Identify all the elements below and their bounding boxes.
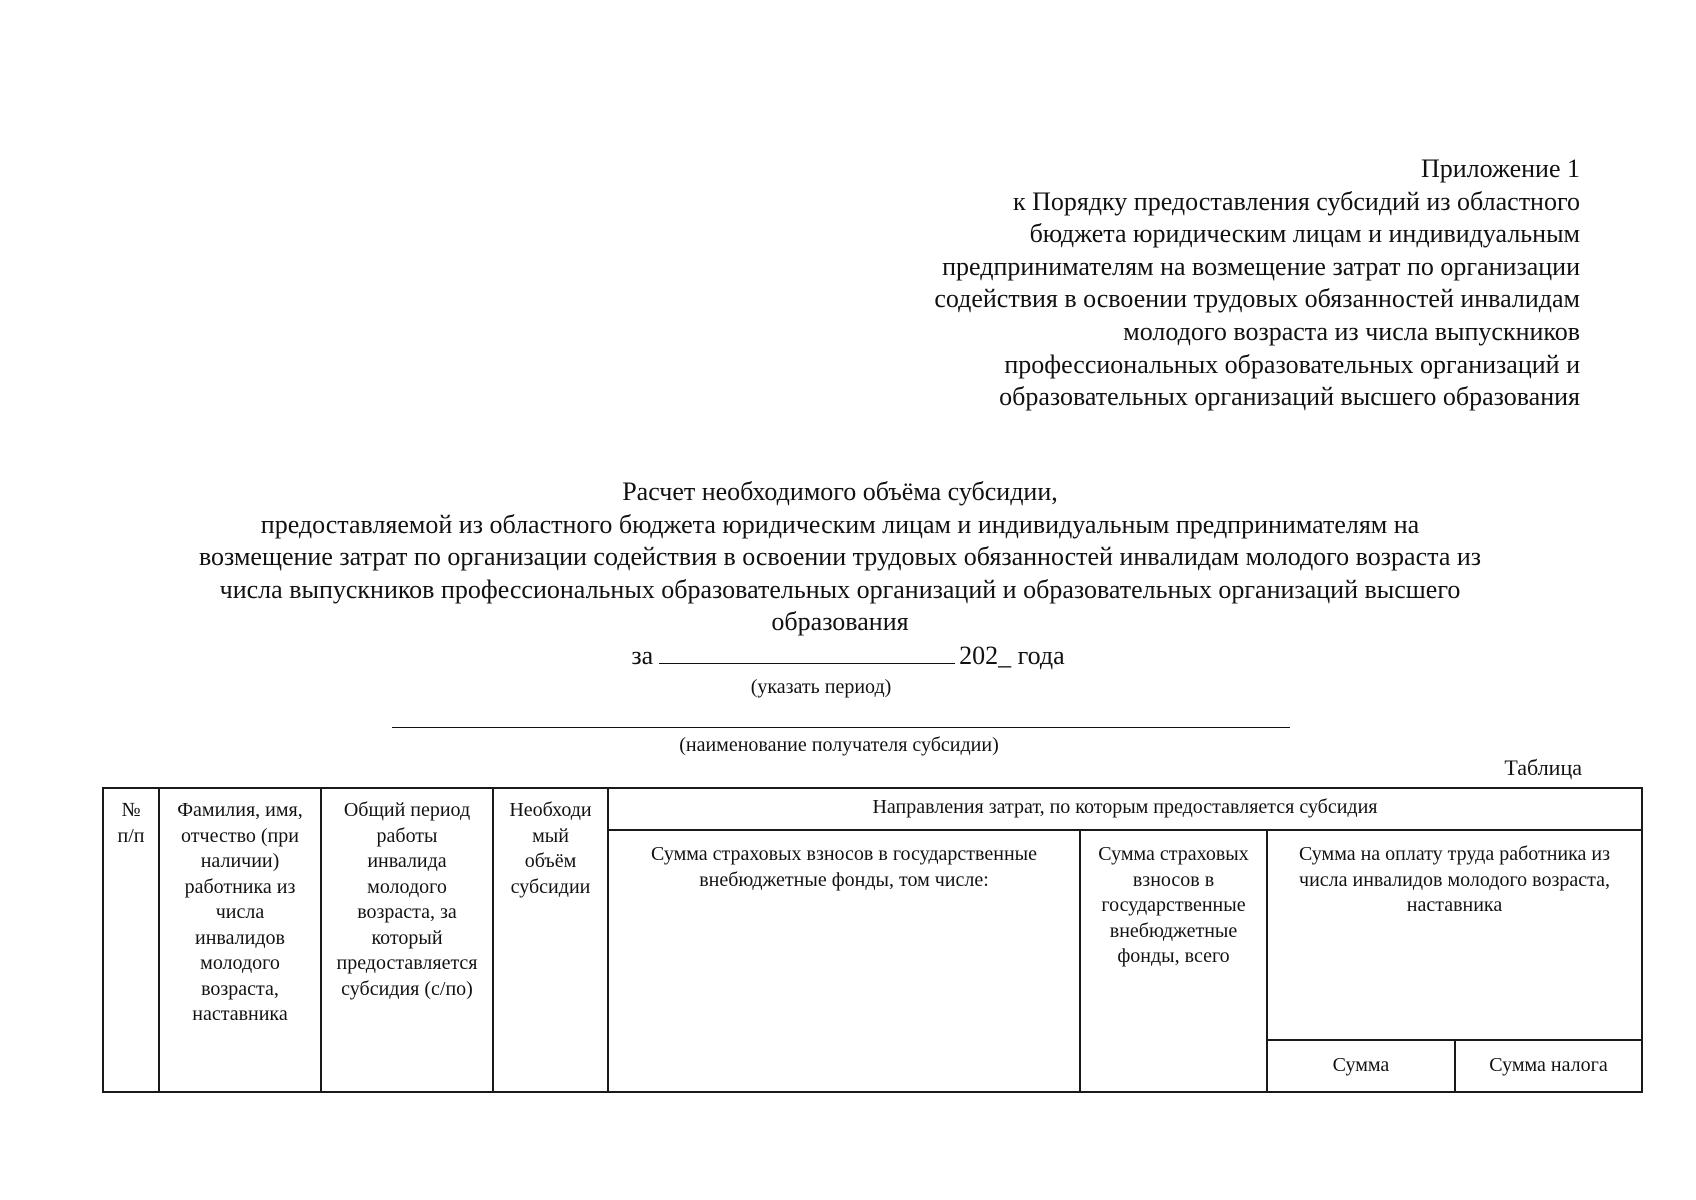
header-insurance-including: Сумма страховых взносов в государственные внебюджетные фонды, том числе: <box>651 843 1037 891</box>
title-line: Расчет необходимого объёма субсидии, <box>622 477 1058 506</box>
header-insurance-total: Сумма страховых взносов в государственные внебюджетные фонды, всего <box>1098 843 1249 967</box>
annex-line: содействия в освоении трудовых обязанностей инвалидам <box>934 284 1580 314</box>
table-divider-header <box>607 829 1643 831</box>
annex-line: молодого возраста из числа выпускников <box>1123 316 1580 346</box>
table-caption: Таблица <box>1504 755 1582 780</box>
table-border-right <box>1641 787 1643 1093</box>
header-work-period: Общий период работы инвалида молодого возраста, за который предоставляется субсидия (с/по) <box>336 799 478 1000</box>
period-blank-field[interactable] <box>659 641 955 664</box>
annex-line: бюджета юридическим лицам и индивидуальным <box>1029 219 1580 249</box>
period-hint: (указать период) <box>750 676 892 698</box>
header-number: № п/п <box>117 799 145 847</box>
header-wages-tax: Сумма налога <box>1489 1054 1608 1076</box>
recipient-hint: (наименование получателя субсидии) <box>679 734 999 756</box>
annex-line: образовательных организаций высшего образования <box>999 382 1580 412</box>
header-directions: Направления затрат, по которым предоставляется субсидия <box>872 796 1378 818</box>
annex-line: к Порядку предоставления субсидий из областного <box>1012 186 1580 216</box>
title-line: числа выпускников профессиональных образовательных организаций и образовательных организаций высшего <box>219 574 1461 604</box>
period-line <box>0 640 1696 672</box>
table-border-top <box>102 787 1643 789</box>
period-prefix: за <box>631 641 654 670</box>
annex-line: профессиональных образовательных организаций и <box>1004 349 1580 379</box>
title-line: возмещение затрат по организации содействия в освоении трудовых обязанностей инвалидам молодого возраста из <box>198 542 1482 572</box>
header-wages-sum: Сумма <box>1332 1054 1390 1076</box>
table-col-divider <box>607 787 609 1093</box>
annex-line: предпринимателям на возмещение затрат по организации <box>942 251 1580 281</box>
header-full-name: Фамилия, имя, отчество (при наличии) работника из числа инвалидов молодого возраста, наставника <box>177 799 303 1025</box>
document-title <box>100 476 1580 639</box>
period-suffix: 202_ года <box>959 641 1065 670</box>
title-line: образования <box>771 607 909 637</box>
annex-header <box>820 153 1580 414</box>
table-border-bottom <box>102 1091 1643 1093</box>
annex-line: Приложение 1 <box>1420 154 1580 183</box>
recipient-blank-field[interactable] <box>392 727 1290 728</box>
header-wages: Сумма на оплату труда работника из числа инвалидов молодого возраста, наставника <box>1298 843 1611 916</box>
header-subsidy-volume: Необходи мый объём субсидии <box>509 799 592 898</box>
title-line: предоставляемой из областного бюджета юридическим лицам и индивидуальным предпринимателям на <box>260 509 1420 539</box>
